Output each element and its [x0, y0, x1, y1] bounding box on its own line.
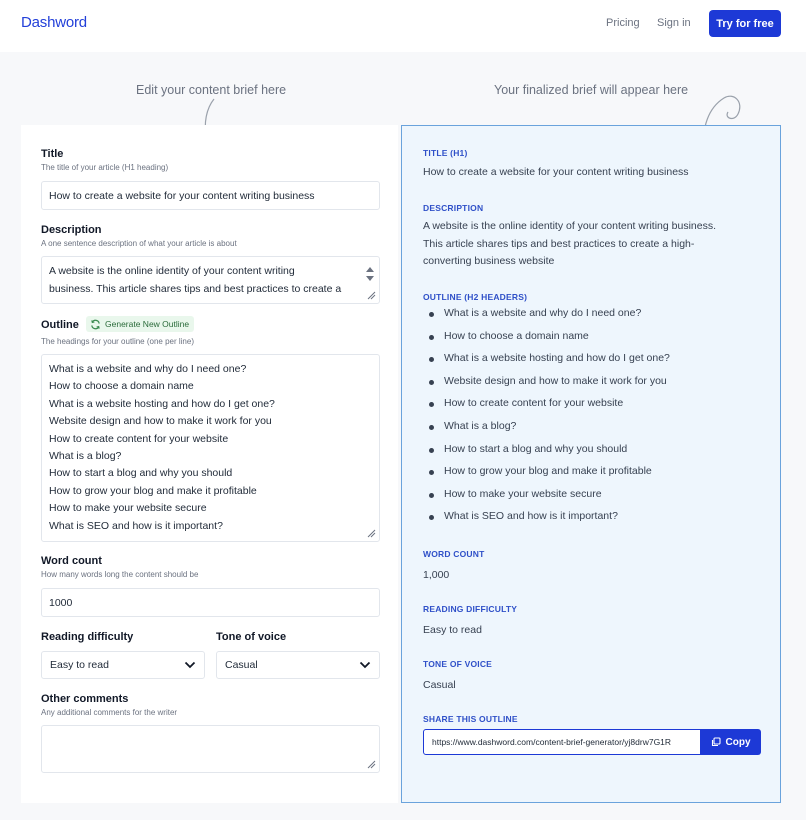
comments-label: Other comments [41, 693, 129, 705]
list-item [423, 375, 670, 398]
description-line: A website is the online identity of your content writing [49, 265, 295, 277]
share-url-value: https://www.dashword.com/content-brief-generator/yj8drw7G1R [432, 737, 672, 747]
preview-word-count-heading: WORD COUNT [423, 549, 485, 559]
list-item [423, 420, 670, 443]
try-for-free-button[interactable]: Try for free [709, 10, 781, 37]
outline-line: How to make your website secure [49, 502, 207, 515]
word-count-hint: How many words long the content should be [41, 570, 199, 579]
copy-icon [711, 737, 721, 747]
outline-line: How to start a blog and why you should [49, 467, 233, 480]
outline-line: How to create content for your website [49, 432, 229, 445]
preview-tone: Casual [423, 679, 456, 691]
list-item [423, 443, 670, 466]
preview-description-line: A website is the online identity of your content writing business. [423, 220, 716, 232]
chevron-down-icon [184, 661, 196, 669]
preview-outline-list [423, 307, 670, 533]
word-count-label: Word count [41, 555, 102, 567]
outline-line: What is a website and why do I need one? [49, 363, 247, 375]
reading-difficulty-select[interactable] [41, 651, 205, 679]
brief-preview-panel [401, 125, 781, 803]
title-hint: The title of your article (H1 heading) [41, 163, 169, 172]
outline-item-text: Website design and how to make it work for you [444, 374, 667, 387]
edit-hint: Edit your content brief here [136, 83, 287, 97]
preview-hint: Your finalized brief will appear here [494, 83, 689, 97]
scroll-arrows-icon[interactable] [365, 265, 375, 283]
refresh-icon [90, 319, 101, 330]
title-input-value: How to create a website for your content writing business [49, 189, 315, 202]
generate-outline-button[interactable] [86, 316, 194, 332]
comments-textarea[interactable] [41, 725, 380, 773]
preview-description-line: This article shares tips and best practices to create a high- [423, 237, 695, 250]
outline-item-text: What is SEO and how is it important? [444, 510, 618, 523]
outline-line: How to grow your blog and make it profitable [49, 484, 257, 497]
preview-word-count: 1,000 [423, 569, 450, 581]
share-url-input[interactable] [423, 729, 701, 755]
outline-hint: The headings for your outline (one per line) [41, 337, 194, 346]
description-line: business. This article shares tips and best practices to create a [49, 282, 342, 295]
resize-handle-icon[interactable] [367, 529, 376, 538]
comments-hint: Any additional comments for the writer [41, 708, 178, 717]
preview-description-line: converting business website [423, 255, 555, 267]
preview-title: How to create a website for your content writing business [423, 166, 689, 178]
preview-outline-heading: OUTLINE (H2 HEADERS) [423, 292, 528, 302]
nav-pricing-link[interactable]: Pricing [606, 17, 640, 29]
outline-line: What is SEO and how is it important? [49, 519, 223, 532]
logo[interactable]: Dashword [21, 14, 87, 31]
preview-tone-heading: TONE OF VOICE [423, 659, 493, 669]
list-item [423, 465, 670, 488]
tone-value: Casual [225, 659, 258, 671]
outline-item-text: What is a blog? [444, 419, 517, 432]
preview-description [423, 218, 716, 271]
word-count-value: 1000 [49, 596, 73, 609]
outline-line: What is a website hosting and how do I get one? [49, 397, 275, 410]
generate-outline-label: Generate New Outline [105, 319, 190, 329]
title-input[interactable] [41, 181, 380, 210]
outline-line: What is a blog? [49, 450, 122, 463]
list-item [423, 352, 670, 375]
outline-item-text: How to make your website secure [444, 487, 602, 500]
copy-button[interactable] [700, 729, 761, 755]
outline-item-text: How to start a blog and why you should [444, 442, 628, 455]
chevron-down-icon [359, 661, 371, 669]
preview-description-heading: DESCRIPTION [423, 203, 484, 213]
brief-editor-panel [21, 125, 398, 803]
outline-item-text: What is a website and why do I need one? [444, 307, 642, 319]
reading-difficulty-value: Easy to read [50, 659, 109, 671]
outline-item-text: How to create content for your website [444, 397, 624, 410]
list-item [423, 330, 670, 353]
nav-signin-link[interactable]: Sign in [657, 17, 691, 29]
outline-label: Outline [41, 319, 79, 331]
title-label: Title [41, 148, 64, 160]
outline-item-text: What is a website hosting and how do I get one? [444, 352, 670, 365]
resize-handle-icon[interactable] [367, 760, 376, 769]
share-heading: SHARE THIS OUTLINE [423, 714, 518, 724]
outline-line: How to choose a domain name [49, 380, 194, 393]
description-label: Description [41, 224, 102, 236]
tone-label: Tone of voice [216, 631, 287, 643]
description-textarea[interactable] [41, 256, 380, 304]
reading-difficulty-label: Reading difficulty [41, 631, 134, 643]
copy-label: Copy [725, 736, 751, 748]
tone-select[interactable] [216, 651, 380, 679]
top-bar [0, 0, 806, 52]
outline-item-text: How to grow your blog and make it profitable [444, 465, 652, 478]
list-item [423, 510, 670, 533]
description-hint: A one sentence description of what your article is about [41, 239, 237, 248]
outline-textarea[interactable] [41, 354, 380, 542]
list-item [423, 307, 670, 330]
list-item [423, 488, 670, 511]
word-count-input[interactable] [41, 588, 380, 617]
outline-line: Website design and how to make it work for you [49, 415, 272, 428]
preview-reading-heading: READING DIFFICULTY [423, 604, 518, 614]
resize-handle-icon[interactable] [367, 291, 376, 300]
outline-item-text: How to choose a domain name [444, 329, 589, 342]
preview-reading: Easy to read [423, 624, 482, 636]
list-item [423, 397, 670, 420]
preview-title-heading: TITLE (H1) [423, 148, 468, 158]
